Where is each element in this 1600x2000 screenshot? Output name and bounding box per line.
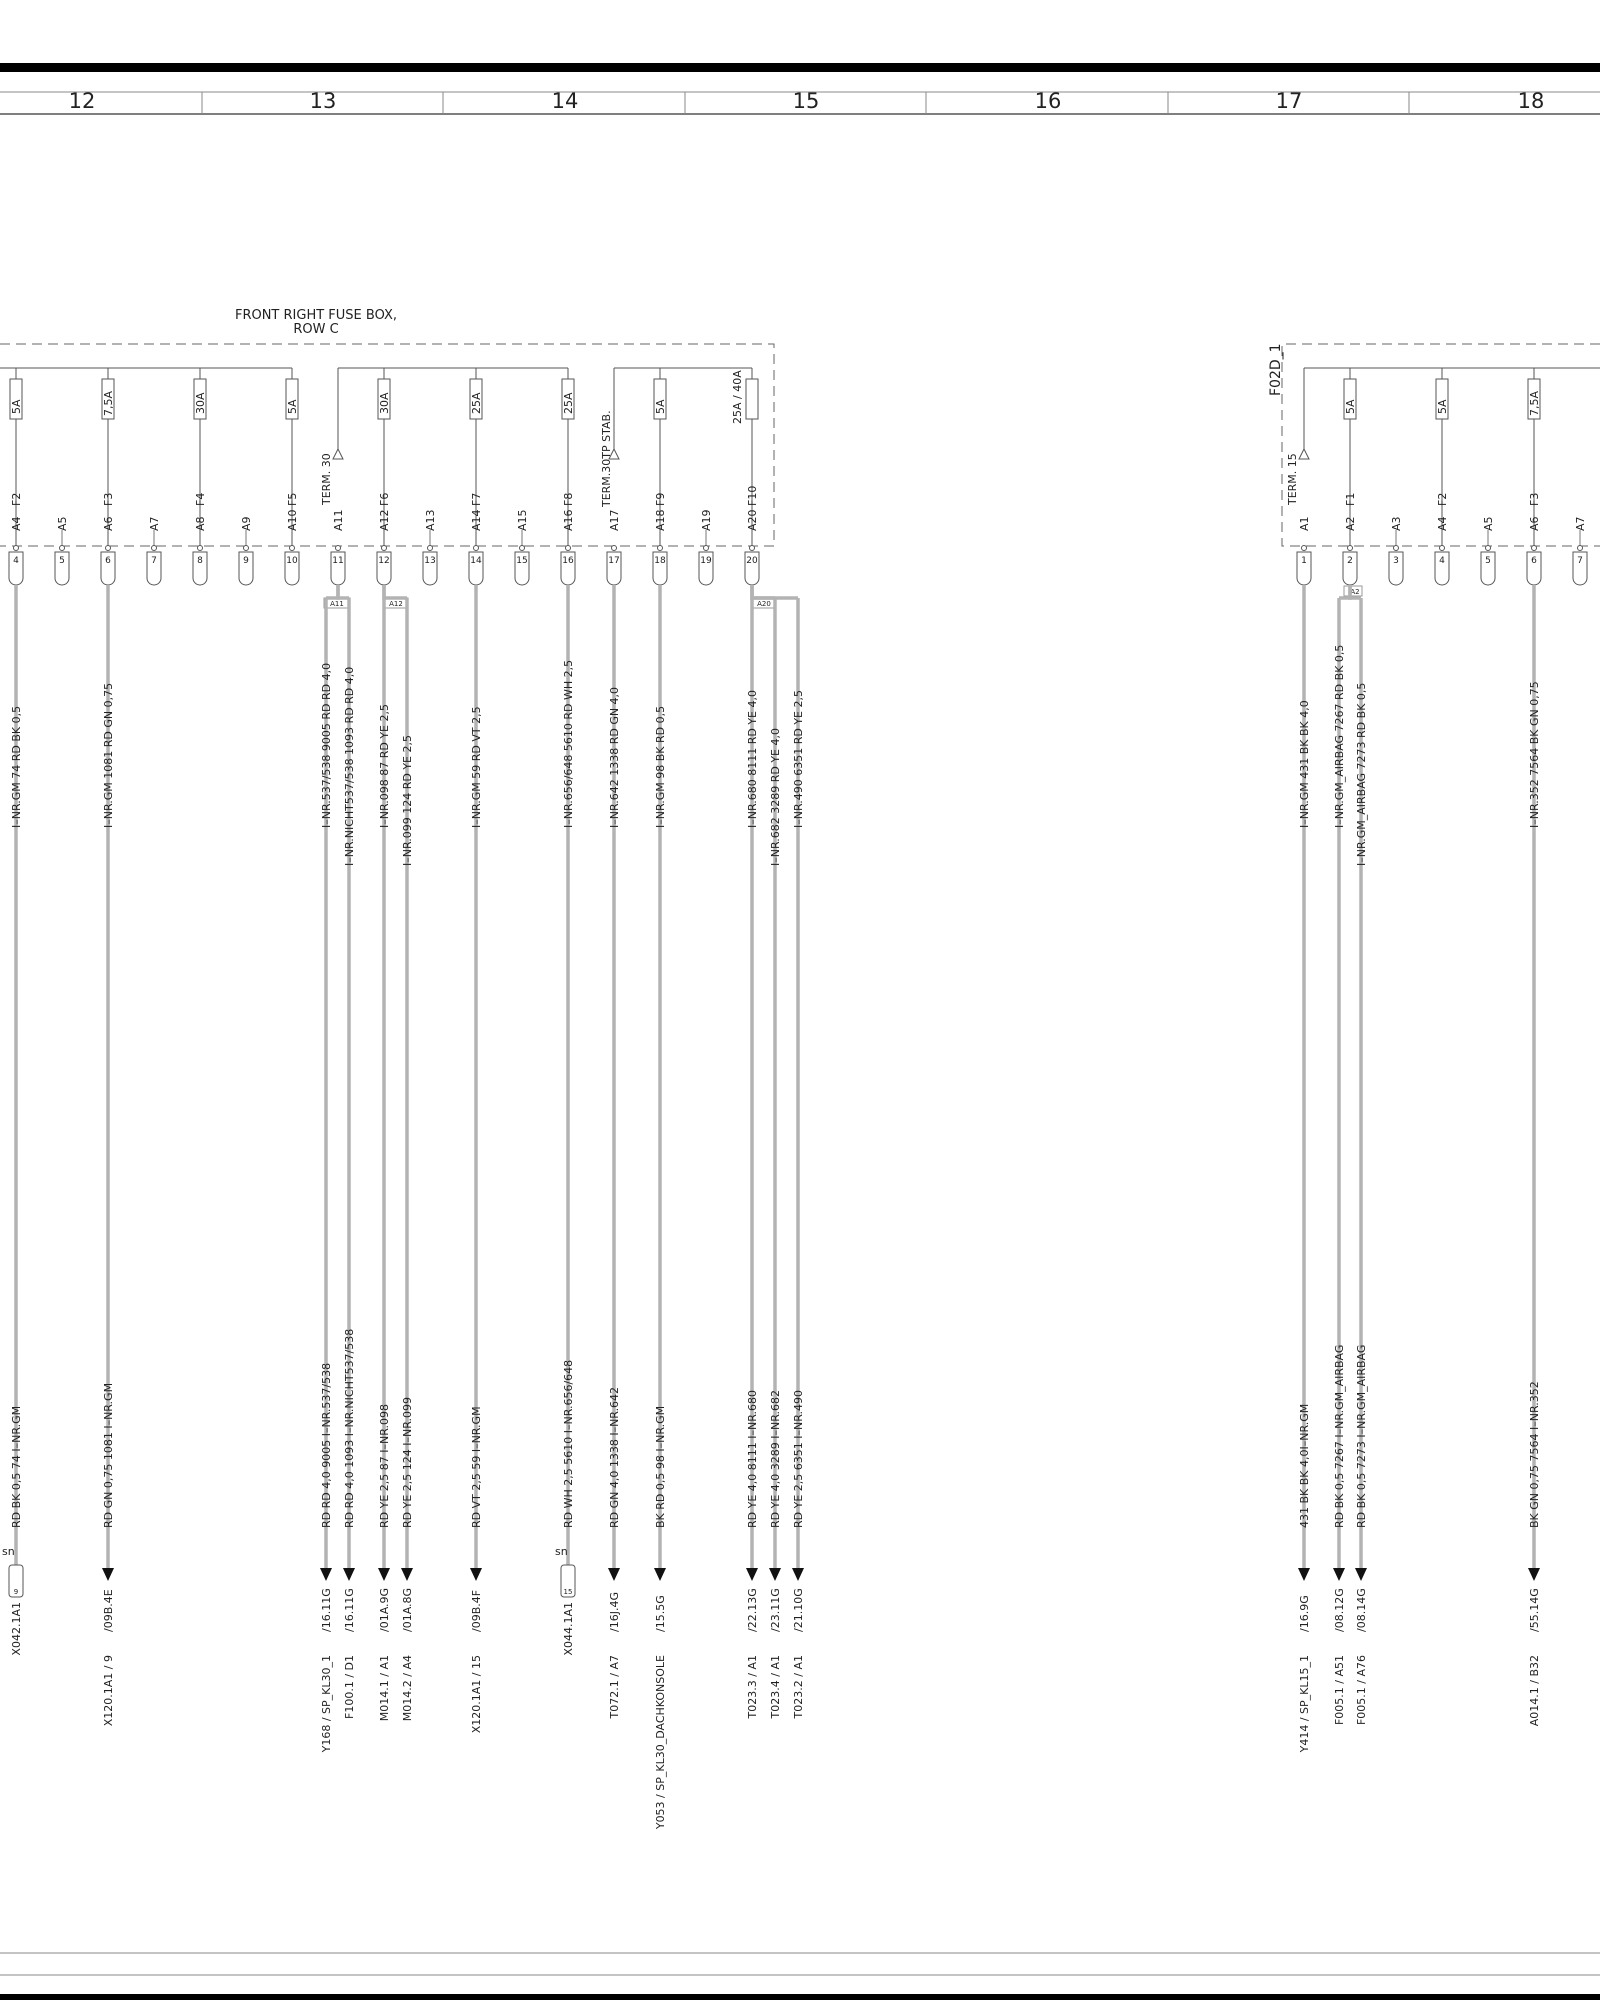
pin-label: A16 [562, 509, 575, 531]
wire-bottom-label: RD GN 0,75 1081 I–NR.GM [102, 1382, 115, 1528]
pin [423, 509, 437, 585]
fuse-rating: 5A [1344, 399, 1357, 414]
wire[interactable] [1333, 585, 1350, 1725]
wire-destination: F005.1 / A76 [1355, 1655, 1368, 1726]
wire-top-label: I–NR.642 1338 RD GN 4,0 [608, 686, 621, 828]
wire-top-label: I–NR.GM 431 BK BK 4,0 [1298, 700, 1311, 828]
wire[interactable] [1350, 585, 1368, 1725]
pin [331, 509, 345, 585]
fuse-name: F1 [1344, 492, 1357, 506]
wire[interactable] [746, 585, 759, 1719]
wire-top-label: I–NR.352 7564 BK GN 0,75 [1528, 681, 1541, 828]
pin [147, 516, 161, 585]
arrow-down-icon [470, 1568, 482, 1581]
wire-top-label: I–NR.NICHT537/538 1093 RD RD 4,0 [343, 666, 356, 866]
wire-bottom-label: RD YE 2,5 87 I–NR.098 [378, 1404, 391, 1528]
pin [239, 516, 253, 585]
pin [745, 509, 759, 585]
fuse-name: F7 [470, 492, 483, 506]
top-border [0, 63, 1600, 72]
splice-label: A20 [757, 600, 771, 608]
arrow-down-icon [792, 1568, 804, 1581]
wire[interactable] [470, 585, 483, 1733]
pin [1481, 516, 1495, 585]
wire-bottom-label: RD RD 4,0 1093 I–NR.NICHT537/538 [343, 1328, 356, 1528]
pin [285, 509, 299, 585]
pin-number: 7 [151, 556, 157, 566]
fuse-rating: 25A [470, 392, 483, 414]
wire-reference: /09B.4F [470, 1589, 483, 1632]
wire-destination: Y168 / SP_KL30_1 [320, 1655, 333, 1753]
pin [9, 516, 23, 585]
term-30-label: TERM. 30 [320, 453, 333, 505]
fuse-rating: 7,5A [1528, 390, 1541, 416]
wire-destination: X042.1A1 [10, 1602, 23, 1656]
fuse-name: F2 [10, 492, 23, 506]
pins-f02d [1297, 516, 1587, 585]
terminal-symbol [1299, 449, 1309, 459]
fuse-rating: 30A [378, 392, 391, 414]
fuse-name: F6 [378, 492, 391, 506]
wire-destination: Y414 / SP_KL15_1 [1298, 1655, 1311, 1753]
wire[interactable] [102, 585, 115, 1726]
pin-label: A19 [700, 509, 713, 531]
pin [101, 516, 115, 585]
wire-reference: /01A.9G [378, 1587, 391, 1632]
pin-label: A7 [148, 516, 161, 531]
pin-number: 6 [1531, 556, 1537, 566]
wire-top-label: I–NR.490 6351 RD YE 2,5 [792, 690, 805, 828]
wire-reference: /08.12G [1333, 1588, 1346, 1632]
wire-bottom-label: RD WH 2,5 5610 I–NR.656/648 [562, 1359, 575, 1528]
wire-bottom-label: BK GN 0,75 7564 I–NR.352 [1528, 1381, 1541, 1528]
wire[interactable] [320, 585, 338, 1753]
pin-label: A18 [654, 509, 667, 531]
pin-label: A15 [516, 509, 529, 531]
terminal-symbol [333, 449, 343, 459]
pin-label: A12 [378, 509, 391, 531]
pin-label: A7 [1574, 516, 1587, 531]
pin-label: A4 [10, 516, 23, 531]
wire-bottom-label: RD YE 4,0 3289 I–NR.682 [769, 1390, 782, 1528]
wire-destination: X120.1A1 / 15 [470, 1655, 483, 1734]
wire-destination: Y053 / SP_KL30_DACHKONSOLE [654, 1655, 667, 1830]
term-30tp-label: TERM.30TP STAB. [600, 410, 613, 507]
wire-bottom-label: RD GN 4,0 1338 I–NR.642 [608, 1386, 621, 1528]
pin-label: A6 [1528, 516, 1541, 531]
wire-destination: T072.1 / A7 [608, 1655, 621, 1719]
pin-number: 7 [1577, 556, 1583, 566]
wire-destination: T023.2 / A1 [792, 1655, 805, 1719]
arrow-down-icon [378, 1568, 390, 1581]
wire-top-label: I–NR.GM 74 RD BK 0,5 [10, 705, 23, 828]
pin [1527, 516, 1541, 585]
pin-label: A5 [1482, 516, 1495, 531]
arrow-down-icon [401, 1568, 413, 1581]
pin-number: 5 [59, 556, 65, 566]
wire-destination: T023.4 / A1 [769, 1655, 782, 1719]
pin-label: A4 [1436, 516, 1449, 531]
connector-pin: 15 [563, 1588, 573, 1596]
wire-bottom-label: RD RD 4,0 9005 I–NR.537/538 [320, 1362, 333, 1528]
pin [1343, 516, 1357, 585]
pin-number: 8 [197, 556, 203, 566]
fuse-box-f02d [1268, 343, 1600, 596]
wire-top-label: I–NR.682 3289 RD YE 4,0 [769, 728, 782, 866]
pin-label: A9 [240, 516, 253, 531]
wire[interactable] [1298, 585, 1311, 1753]
pin [1435, 516, 1449, 585]
pin-number: 6 [105, 556, 111, 566]
pin-number: 4 [1439, 556, 1445, 566]
wire-reference: /23.11G [769, 1588, 782, 1632]
pin-label: A5 [56, 516, 69, 531]
fuse-rating: 25A / 40A [731, 370, 744, 424]
pin [377, 509, 391, 585]
wire-reference: /16J.4G [608, 1592, 621, 1632]
wire-bottom-label: RD BK 0,5 7273 I–NR.GM_AIRBAG [1355, 1344, 1368, 1528]
pin-number: 18 [654, 556, 666, 566]
pin-number: 12 [378, 556, 390, 566]
fuse-rating: 5A [286, 399, 299, 414]
pin [1297, 516, 1311, 585]
bottom-border [0, 1994, 1600, 2000]
connector-sn-label: sn [555, 1545, 568, 1558]
wire-reference: /16.11G [343, 1588, 356, 1632]
arrow-down-icon [102, 1568, 114, 1581]
connector[interactable] [555, 1545, 575, 1597]
arrow-down-icon [746, 1568, 758, 1581]
arrow-down-icon [343, 1568, 355, 1581]
fuse-name: F3 [1528, 492, 1541, 506]
arrow-down-icon [1333, 1568, 1345, 1581]
wire-reference: /21.10G [792, 1588, 805, 1632]
wire-reference: /09B.4E [102, 1589, 115, 1632]
column-number: 13 [309, 89, 337, 113]
connector-pin: 9 [13, 1588, 19, 1596]
pin [607, 509, 621, 585]
pin-label: A11 [332, 509, 345, 531]
fuse-name: F10 [746, 485, 759, 506]
fuse-box-title: F02D_1 [1268, 343, 1284, 396]
wire-destination: F005.1 / A51 [1333, 1655, 1346, 1726]
pin-number: 5 [1485, 556, 1491, 566]
connector-sn-label: sn [2, 1545, 15, 1558]
wire[interactable] [654, 585, 667, 1830]
wire-bottom-label: RD BK 0,5 7267 I–NR.GM_AIRBAG [1333, 1344, 1346, 1528]
pin [193, 516, 207, 585]
pin-number: 9 [243, 556, 249, 566]
pin-number: 10 [286, 556, 298, 566]
wire-destination: M014.2 / A4 [401, 1655, 414, 1722]
wire-destination: A014.1 / B32 [1528, 1655, 1541, 1727]
pin [1573, 516, 1587, 585]
pin-number: 16 [562, 556, 574, 566]
wire-top-label: I–NR.098 87 RD YE 2,5 [378, 704, 391, 828]
arrow-down-icon [654, 1568, 666, 1581]
wire-reference: /15.5G [654, 1595, 667, 1632]
pin-label: A1 [1298, 516, 1311, 531]
pin-number: 17 [608, 556, 620, 566]
splice-label: A11 [330, 600, 344, 608]
fuse-rating: 7,5A [102, 390, 115, 416]
arrow-down-icon [769, 1568, 781, 1581]
wire-top-label: I–NR.680 8111 RD YE 4,0 [746, 690, 759, 828]
arrow-down-icon [1528, 1568, 1540, 1581]
wire-bottom-label: RD YE 2,5 124 I–NR.099 [401, 1397, 414, 1528]
wire-destination: X044.1A1 [562, 1602, 575, 1656]
connector[interactable] [2, 1545, 23, 1597]
wire-top-label: I–NR.GM 1081 RD GN 0,75 [102, 682, 115, 828]
pin-number: 2 [1347, 556, 1353, 566]
wire-bottom-label: RD VT 2,5 59 I–NR.GM [470, 1406, 483, 1528]
column-number: 14 [551, 89, 579, 113]
wire-reference: /16.11G [320, 1588, 333, 1632]
fuse-rating: 25A [562, 392, 575, 414]
pin [699, 509, 713, 585]
fuse-box-subtitle: ROW C [293, 322, 339, 337]
pin-number: 11 [332, 556, 344, 566]
wire-reference: /55.14G [1528, 1588, 1541, 1632]
pin-label: A13 [424, 509, 437, 531]
wire-bottom-label: RD BK 0,5 74 I–NR.GM [10, 1405, 23, 1528]
fuse-box-boundary [1282, 344, 1600, 546]
pin-label: A3 [1390, 516, 1403, 531]
term-15-label: TERM. 15 [1286, 453, 1299, 505]
column-number: 12 [68, 89, 96, 113]
pin [469, 509, 483, 585]
pin-label: A8 [194, 516, 207, 531]
fuse-rating: 30A [194, 392, 207, 414]
wire-top-label: I–NR.GM 59 RD VT 2,5 [470, 706, 483, 828]
column-number: 15 [792, 89, 820, 113]
pin-number: 20 [746, 556, 758, 566]
pin-number: 4 [13, 556, 19, 566]
column-number: 16 [1034, 89, 1062, 113]
pin-number: 14 [470, 556, 482, 566]
pin-label: A6 [102, 516, 115, 531]
fuse-name: F9 [654, 492, 667, 506]
wire[interactable] [1528, 585, 1541, 1726]
splice-label: A12 [389, 600, 403, 608]
wire-bottom-label: RD YE 2,5 6351 I–NR.490 [792, 1390, 805, 1528]
column-ruler [69, 89, 1545, 114]
fuse-name: F8 [562, 492, 575, 506]
wire-reference: /08.14G [1355, 1588, 1368, 1632]
arrow-down-icon [608, 1568, 620, 1581]
pin-number: 13 [424, 556, 436, 566]
wire-top-label: I–NR.GM_AIRBAG 7273 RD BK 0,5 [1355, 682, 1368, 866]
wire-destination: M014.1 / A1 [378, 1655, 391, 1722]
wire[interactable] [608, 585, 621, 1719]
pin-label: A17 [608, 509, 621, 531]
pin-number: 15 [516, 556, 528, 566]
pin [515, 509, 529, 585]
wire-top-label: I–NR.656/648 5610 RD WH 2,5 [562, 659, 575, 828]
fuse-name: F4 [194, 492, 207, 506]
wire[interactable] [338, 585, 356, 1719]
wire-top-label: I–NR.GM_AIRBAG 7267 RD BK 0,5 [1333, 644, 1346, 828]
arrow-down-icon [320, 1568, 332, 1581]
pin-label: A14 [470, 509, 483, 531]
fuse-rating: 5A [654, 399, 667, 414]
fuse-name: F5 [286, 492, 299, 506]
pin-number: 1 [1301, 556, 1307, 566]
wire-top-label: I–NR.GM 98 BK RD 0,5 [654, 705, 667, 828]
arrow-down-icon [1355, 1568, 1367, 1581]
wire-harness [10, 585, 1541, 1830]
column-number: 17 [1275, 89, 1303, 113]
pin-label: A20 [746, 509, 759, 531]
splice [1344, 586, 1362, 596]
wire-reference: /16.9G [1298, 1595, 1311, 1632]
pin [561, 509, 575, 585]
wire-destination: F100.1 / D1 [343, 1655, 356, 1719]
wire-bottom-label: RD YE 4,0 8111 I–NR.680 [746, 1390, 759, 1528]
pin [653, 509, 667, 585]
wire-top-label: I–NR.537/538 9005 RD RD 4,0 [320, 662, 333, 828]
fuse-name: F3 [102, 492, 115, 506]
pin [55, 516, 69, 585]
pin-number: 19 [700, 556, 712, 566]
pin [1389, 516, 1403, 585]
wire-reference: /22.13G [746, 1588, 759, 1632]
fuse-rating: 5A [10, 399, 23, 414]
wire-bottom-label: 431 BK BK 4,0I–NR.GM [1298, 1403, 1311, 1528]
pin-label: A2 [1344, 516, 1357, 531]
wire[interactable] [378, 585, 391, 1721]
wire-bottom-label: BK RD 0,5 98 I–NR.GM [654, 1405, 667, 1528]
arrow-down-icon [1298, 1568, 1310, 1581]
splice-label: A2 [1350, 588, 1360, 596]
wire-destination: T023.3 / A1 [746, 1655, 759, 1719]
column-number: 18 [1517, 89, 1545, 113]
pins-row-c [9, 509, 759, 585]
pin-label: A10 [286, 509, 299, 531]
pin-number: 3 [1393, 556, 1399, 566]
wire-reference: /01A.8G [401, 1587, 414, 1632]
wire[interactable] [562, 585, 575, 1656]
wire-top-label: I–NR.099 124 RD YE 2,5 [401, 735, 414, 866]
fuse-name: F2 [1436, 492, 1449, 506]
fuse-rating: 5A [1436, 399, 1449, 414]
wire[interactable] [10, 585, 23, 1656]
fuse-box-title: FRONT RIGHT FUSE BOX, [234, 308, 398, 323]
wire-destination: X120.1A1 / 9 [102, 1655, 115, 1727]
